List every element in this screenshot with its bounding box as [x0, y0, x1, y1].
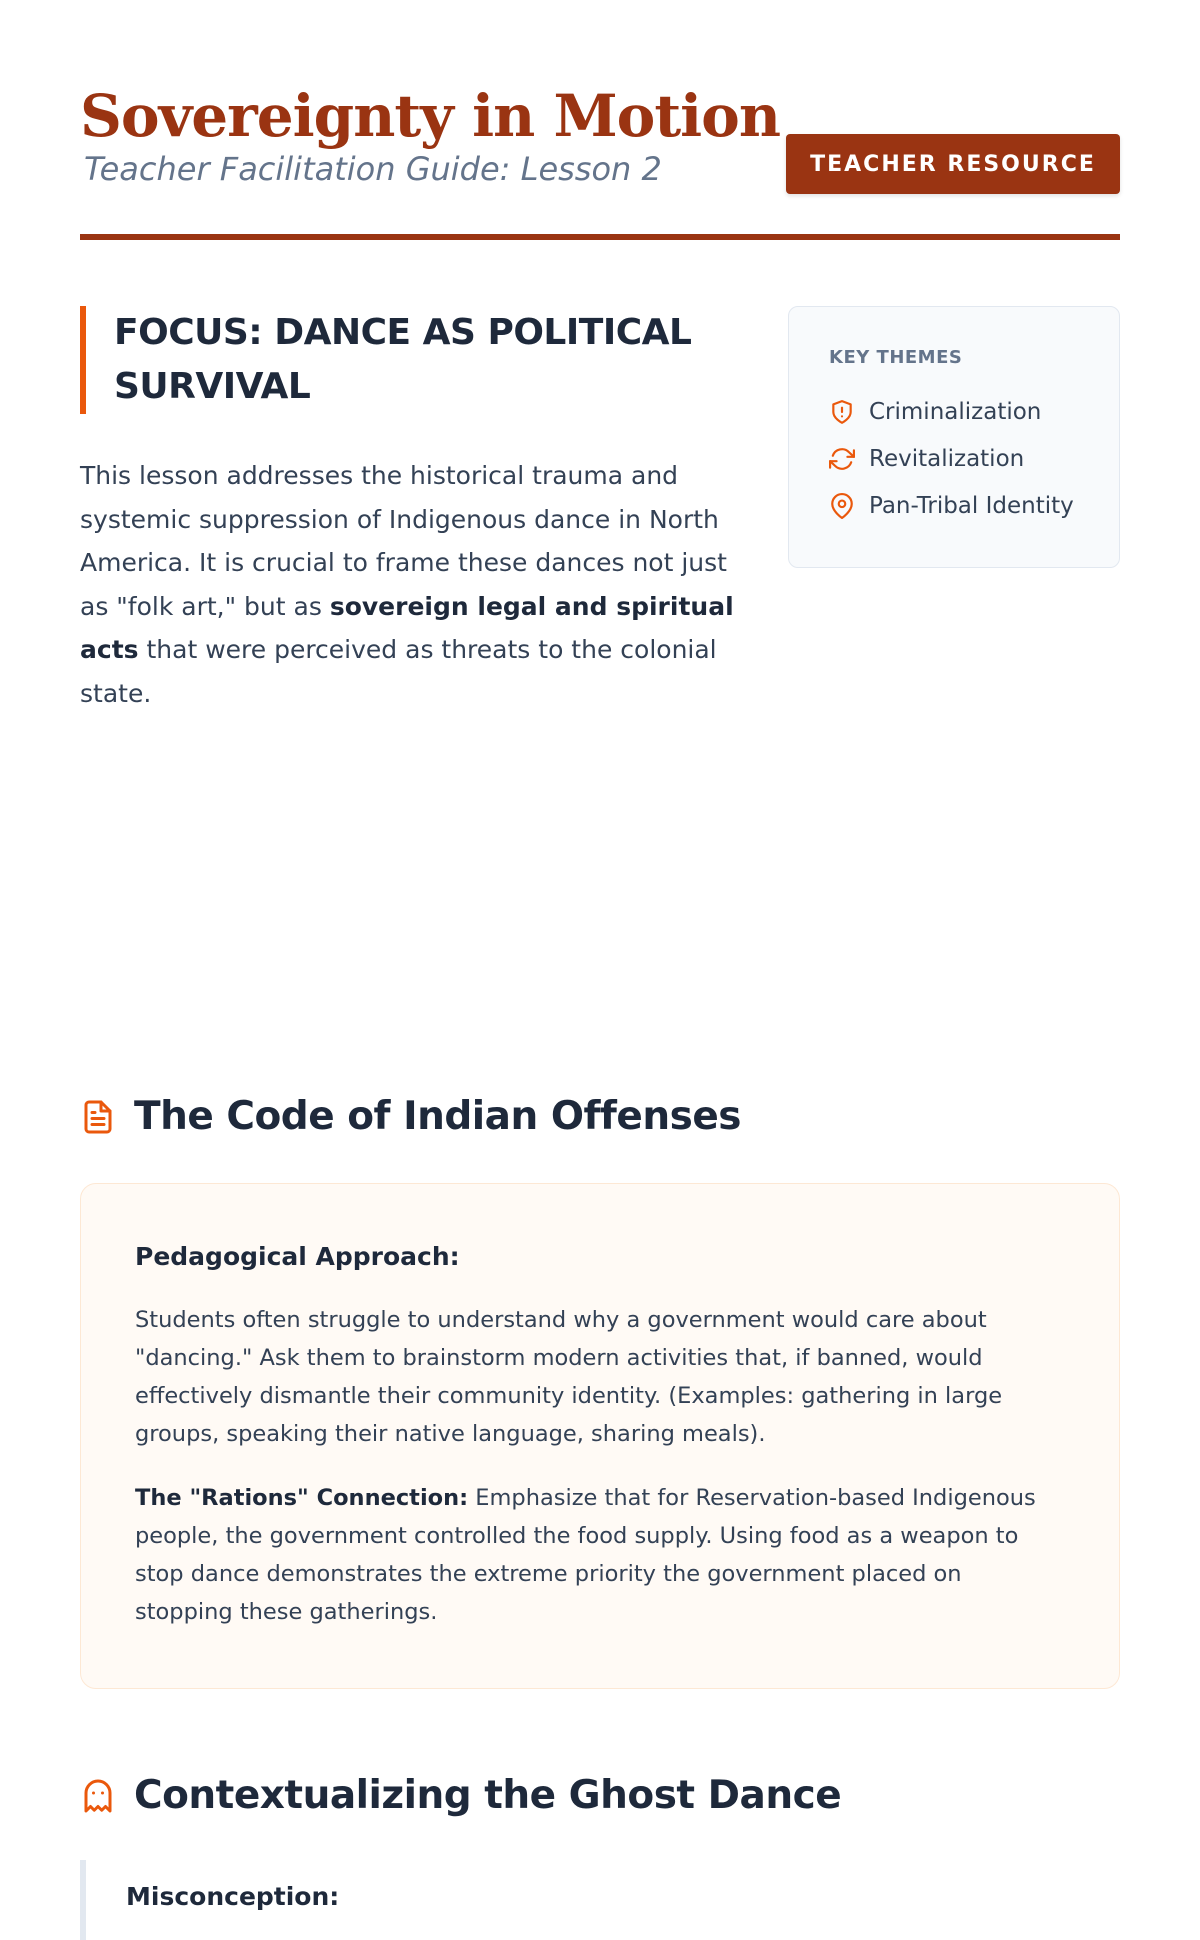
focus-paragraph: [80, 454, 740, 715]
theme-item-pan-tribal-identity: [829, 482, 1079, 529]
theme-item-criminalization: [829, 388, 1079, 435]
theme-label: Criminalization: [869, 398, 1042, 425]
pedagogical-note-box: [80, 1183, 1120, 1689]
document-title: Sovereignty in Motion: [80, 82, 781, 150]
section-title: The Code of Indian Offenses: [134, 1094, 741, 1139]
key-themes-label: KEY THEMES: [829, 347, 963, 368]
focus-text-bold: sovereign legal and spiritual acts: [80, 591, 734, 664]
shield-alert-icon: [829, 399, 855, 425]
document-subtitle: Teacher Facilitation Guide: Lesson 2: [84, 150, 662, 188]
focus-column: [80, 306, 740, 740]
focus-text-start: This lesson addresses the historical trauma and systemic suppression of Indigenous dance in North America. It is crucial to frame these dances not just as "folk art," but as: [80, 461, 727, 621]
document-icon: [80, 1097, 116, 1137]
section-title: Contextualizing the Ghost Dance: [134, 1773, 842, 1818]
section-heading-code-of-indian-offenses: [80, 1094, 1120, 1139]
theme-label: Pan-Tribal Identity: [869, 492, 1074, 519]
theme-item-revitalization: [829, 435, 1079, 482]
rations-paragraph: [135, 1479, 1065, 1631]
section-heading-ghost-dance: [80, 1773, 1120, 1818]
theme-label: Revitalization: [869, 445, 1025, 472]
note-paragraph: Students often struggle to understand why a government would care about "dancing." Ask them to brainstorm modern activities that, if banned, would effectively dismantle their community identity. (Examples: gathering in large groups, speaking their native language, sharing meals).: [135, 1307, 1003, 1447]
header-divider: [80, 234, 1120, 240]
misconception-label: Misconception:: [126, 1882, 340, 1911]
key-themes-card: [788, 306, 1120, 568]
page: [80, 0, 1120, 1940]
document-header: [80, 82, 1120, 240]
focus-section: [80, 306, 1120, 726]
rations-lead: The "Rations" Connection:: [135, 1485, 469, 1511]
focus-heading: FOCUS: DANCE AS POLITICAL SURVIVAL: [80, 306, 740, 414]
misconception-block: [80, 1860, 1120, 1940]
note-title: Pedagogical Approach:: [135, 1242, 460, 1271]
rations-text: Emphasize that for Reservation-based Indigenous people, the government controlled the food supply. Using food as a weapon to stop dance demonstrates the extreme priority the government placed on stopping these gatherings.: [135, 1485, 1036, 1625]
refresh-icon: [829, 446, 855, 472]
ghost-icon: [80, 1776, 116, 1816]
focus-text-end: that were perceived as threats to the colonial state.: [80, 635, 717, 708]
teacher-resource-badge: TEACHER RESOURCE: [786, 134, 1120, 194]
map-pin-icon: [829, 493, 855, 519]
